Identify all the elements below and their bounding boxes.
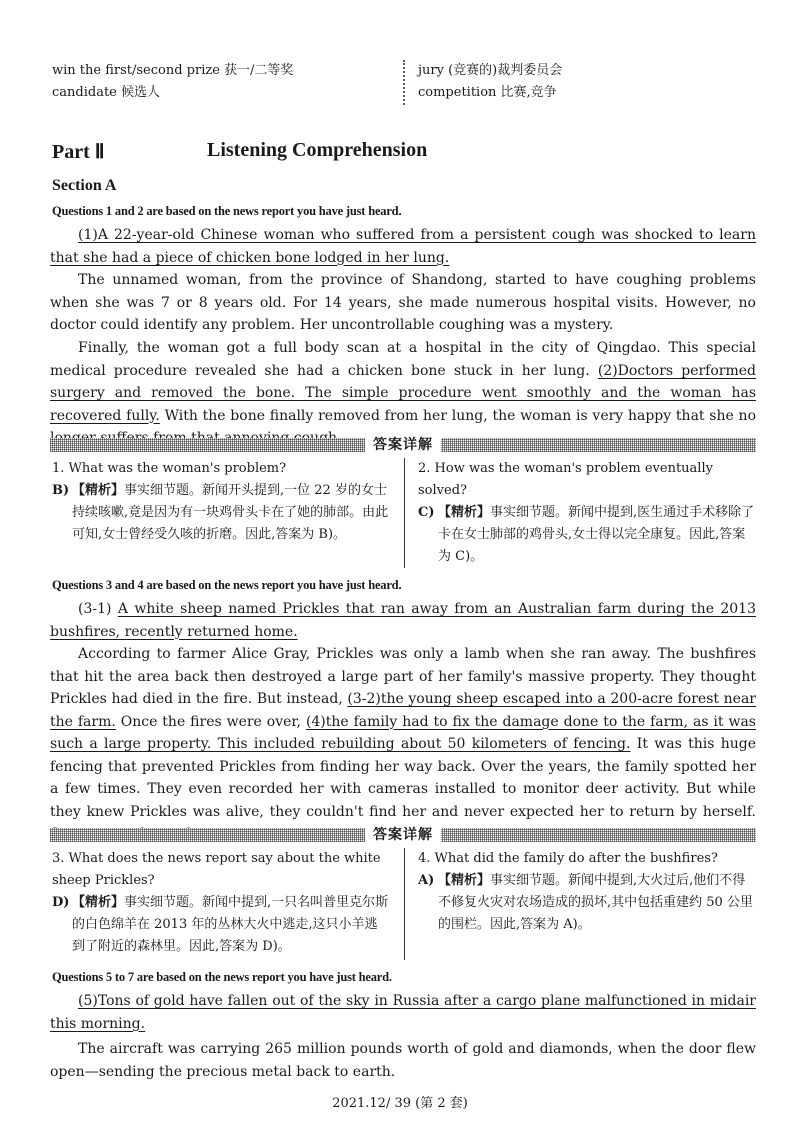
- question-header: Questions 3 and 4 are based on the news report you have just heard.: [52, 578, 402, 592]
- news-paragraph: (5)Tons of gold have fallen out of the sky in Russia after a cargo plane malfunctioned in midair this morning.: [50, 993, 756, 1032]
- part-label: Part Ⅱ: [52, 141, 105, 163]
- part-title: Listening Comprehension: [207, 139, 428, 161]
- vocab-item: competition 比赛,竞争: [418, 85, 557, 100]
- answer-divider-bar: [50, 438, 756, 452]
- answer-explanation: C) 【精析】事实细节题。新闻中提到,医生通过手术移除了卡在女士肺部的鸡骨头,女士得以完全康复。因此,答案为 C)。: [418, 505, 755, 564]
- news-paragraph: The aircraft was carrying 265 million pounds worth of gold and diamonds, when the door flew open—sending the precious metal back to earth.: [50, 1041, 756, 1080]
- answer-bar-label: 答案详解: [365, 824, 441, 844]
- answer-divider-bar: [50, 828, 756, 842]
- question-stem: 2. How was the woman's problem eventually solved?: [418, 461, 713, 498]
- answer-block-3: [52, 848, 390, 958]
- news-paragraph: (1)A 22-year-old Chinese woman who suffered from a persistent cough was shocked to learn that she had a piece of chicken bone lodged in her lung.: [50, 227, 756, 266]
- answer-block-4: [418, 848, 758, 936]
- answer-block-1: [52, 458, 390, 546]
- news-paragraph: (3-1) A white sheep named Prickles that ran away from an Australian farm during the 2013 bushfires, recently returned home.: [50, 601, 756, 640]
- vocab-left: [52, 60, 293, 104]
- vocab-divider: [403, 60, 405, 105]
- section-title: Section A: [52, 177, 117, 194]
- column-divider: [404, 458, 405, 568]
- vocab-right: [418, 60, 562, 104]
- answer-explanation: B) 【精析】事实细节题。新闻开头提到,一位 22 岁的女士持续咳嗽,竟是因为有一块鸡骨头卡在了她的肺部。由此可知,女士曾经受久咳的折磨。因此,答案为 B)。: [52, 483, 389, 542]
- news-paragraph: The unnamed woman, from the province of Shandong, started to have coughing problems when she was 7 or 8 years old. For 14 years, she made numerous hospital visits. However, no doctor could identify any problem. Her uncontrollable coughing was a mystery.: [50, 272, 756, 333]
- question-header: Questions 5 to 7 are based on the news report you have just heard.: [52, 970, 392, 984]
- question-stem: 1. What was the woman's problem?: [52, 461, 287, 476]
- vocab-item: jury (竞赛的)裁判委员会: [418, 63, 563, 78]
- answer-bar-label: 答案详解: [365, 434, 441, 454]
- column-divider: [404, 848, 405, 960]
- page-footer: 2021.12/ 39 (第 2 套): [332, 1096, 468, 1111]
- answer-explanation: D) 【精析】事实细节题。新闻中提到,一只名叫普里克尔斯的白色绵羊在 2013 年的丛林大火中逃走,这只小羊逃到了附近的森林里。因此,答案为 D)。: [52, 895, 389, 954]
- vocab-item: candidate 候选人: [52, 85, 161, 100]
- question-stem: 4. What did the family do after the bushfires?: [418, 851, 718, 866]
- answer-explanation: A) 【精析】事实细节题。新闻中提到,大火过后,他们不得不修复火灾对农场造成的损坏,其中包括重建约 50 公里的围栏。因此,答案为 A)。: [418, 873, 753, 932]
- news-paragraph: According to farmer Alice Gray, Prickles was only a lamb when she ran away. The bushfires that hit the area back then destroyed a large part of her family's massive property. They thought Prickles had died in the fire. But instead, (3-2)the young sheep escaped into a 200-acre forest near the farm. Once the fires were over, (4)the family had to fix the damage done to the farm, as it was such a large property. This included rebuilding about 50 kilometers of fencing. It was this huge fencing that prevented Prickles from finding her way back. Over the years, the family spotted her a few times. They even recorded her with cameras installed to monitor deer activity. But while they knew Prickles was alive, they couldn't find her and never expected her to return by herself.: [50, 646, 757, 820]
- vocab-item: win the first/second prize 获一/二等奖: [52, 63, 294, 78]
- question-stem: 3. What does the news report say about the white sheep Prickles?: [52, 851, 381, 888]
- question-header: Questions 1 and 2 are based on the news report you have just heard.: [52, 204, 402, 218]
- answer-block-2: [418, 458, 758, 568]
- news-paragraph: Finally, the woman got a full body scan at a hospital in the city of Qingdao. This special medical procedure revealed she had a chicken bone stuck in her lung. (2)Doctors performed surgery and removed the bone. The simple procedure went smoothly and the woman has recovered fully. With the bone finally removed from her lung, the woman is very happy that she no: [50, 340, 757, 424]
